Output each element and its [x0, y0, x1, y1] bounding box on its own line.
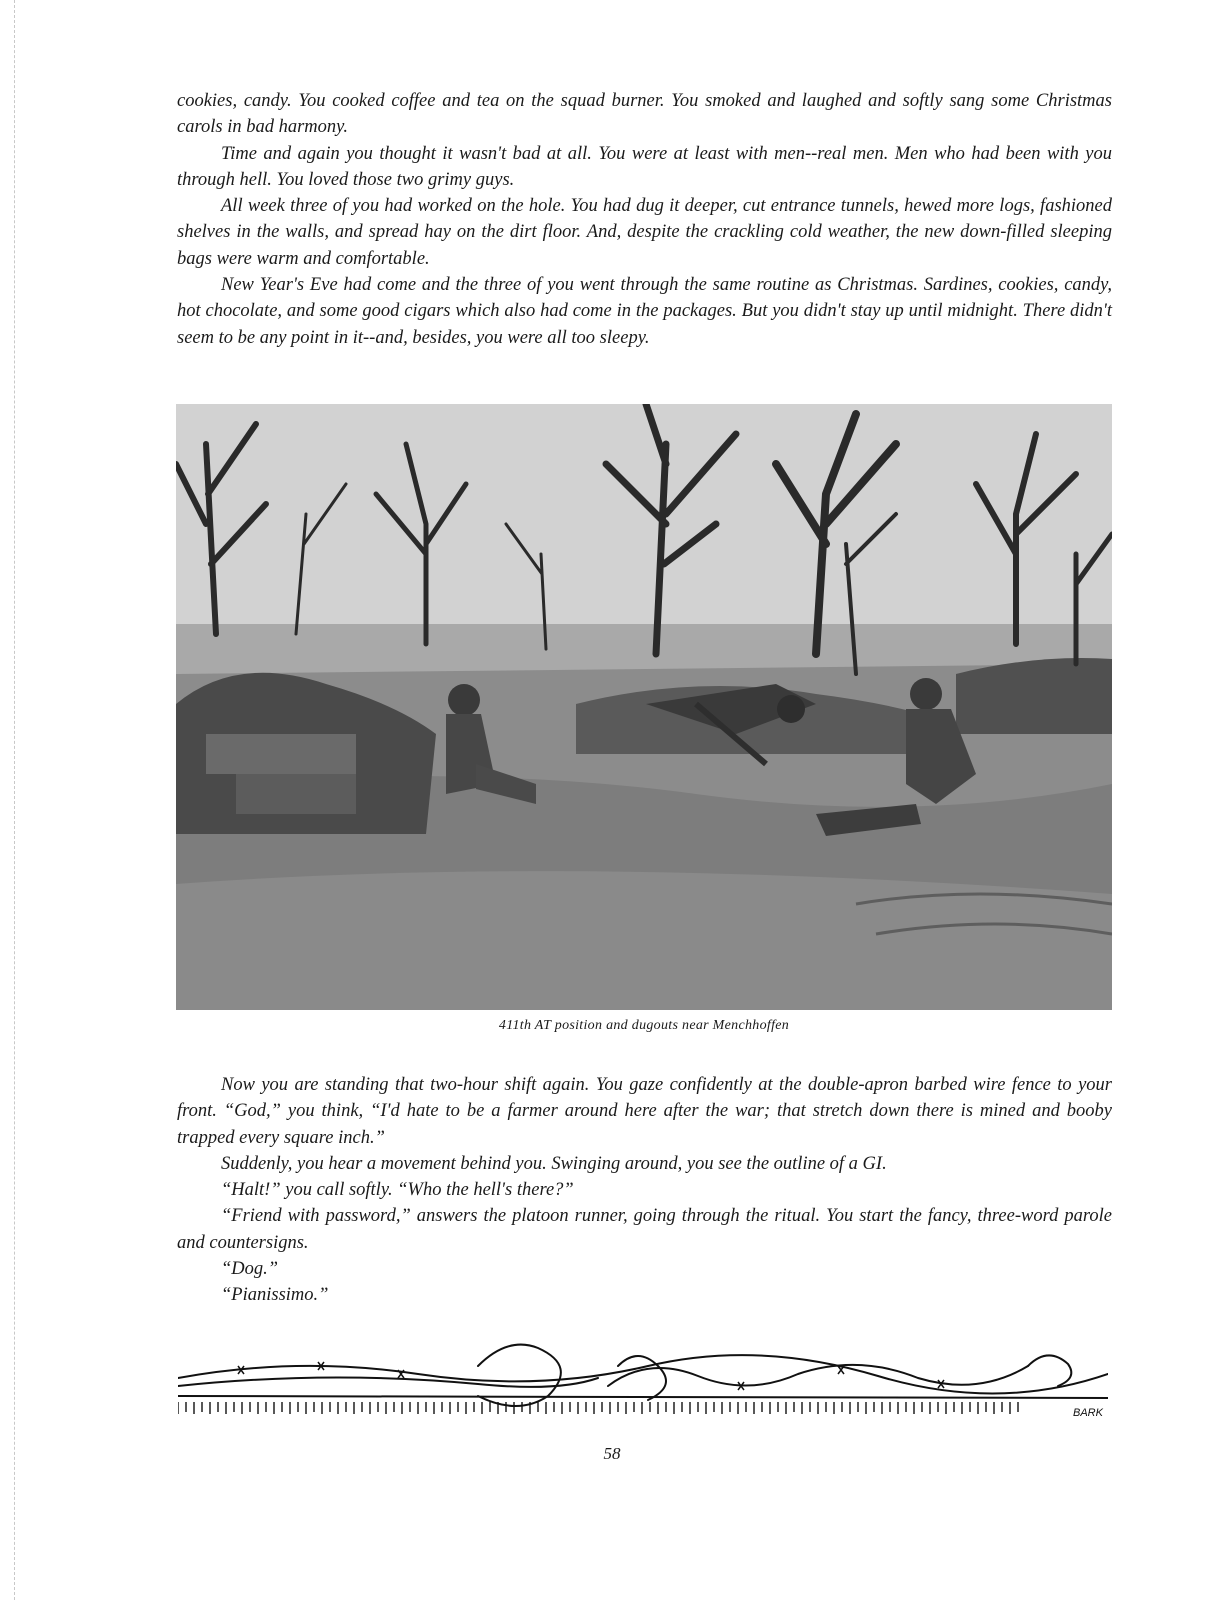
photo-illustration [176, 404, 1112, 1010]
paragraph-3: All week three of you had worked on the hole. You had dug it deeper, cut entrance tunnels, hewed more logs, fashioned shelves in the walls, and spread hay on the dirt floor. And, despite the crackling cold weather, the new down-filled sleeping bags were warm and comfortable. [177, 196, 1112, 269]
page-number: 58 [603, 1444, 621, 1463]
paragraph-10: “Pianissimo.” [221, 1285, 329, 1306]
barbed-wire-illustration [178, 1326, 1108, 1420]
bottom-text-block [177, 1072, 1112, 1309]
photograph-at-position [176, 404, 1112, 1010]
artist-signature: BARK [1073, 1407, 1103, 1419]
scan-edge [0, 0, 15, 1600]
photo-caption: 411th AT position and dugouts near Menchhoffen [498, 1018, 790, 1033]
paragraph-4: New Year's Eve had come and the three of you went through the same routine as Christmas. Sardines, cookies, candy, hot chocolate, and some good cigars which also had come in the packages. But you didn't stay up until midnight. There didn't seem to be any point in it--and, besides, you were all too sleepy. [177, 275, 1112, 348]
paragraph-2: Time and again you thought it wasn't bad at all. You were at least with men--real men. Men who had been with you through hell. You loved those two grimy guys. [177, 143, 1112, 190]
paragraph-7: “Halt!” you call softly. “Who the hell's there?” [221, 1180, 574, 1201]
paragraph-6: Suddenly, you hear a movement behind you. Swinging around, you see the outline of a GI. [221, 1153, 887, 1174]
paragraph-8: “Friend with password,” answers the platoon runner, going through the ritual. You start the fancy, three-word parole and countersigns. [177, 1206, 1112, 1253]
paragraph-5: Now you are standing that two-hour shift again. You gaze confidently at the double-apron barbed wire fence to your front. “God,” you think, “I'd hate to be a farmer around here after the war; that stretch down there is mined and booby trapped every square inch.” [177, 1075, 1112, 1148]
top-text-block [177, 88, 1112, 351]
paragraph-9: “Dog.” [221, 1259, 279, 1280]
paragraph-1: cookies, candy. You cooked coffee and tea on the squad burner. You smoked and laughed and softly sang some Christmas carols in bad harmony. [177, 91, 1112, 138]
